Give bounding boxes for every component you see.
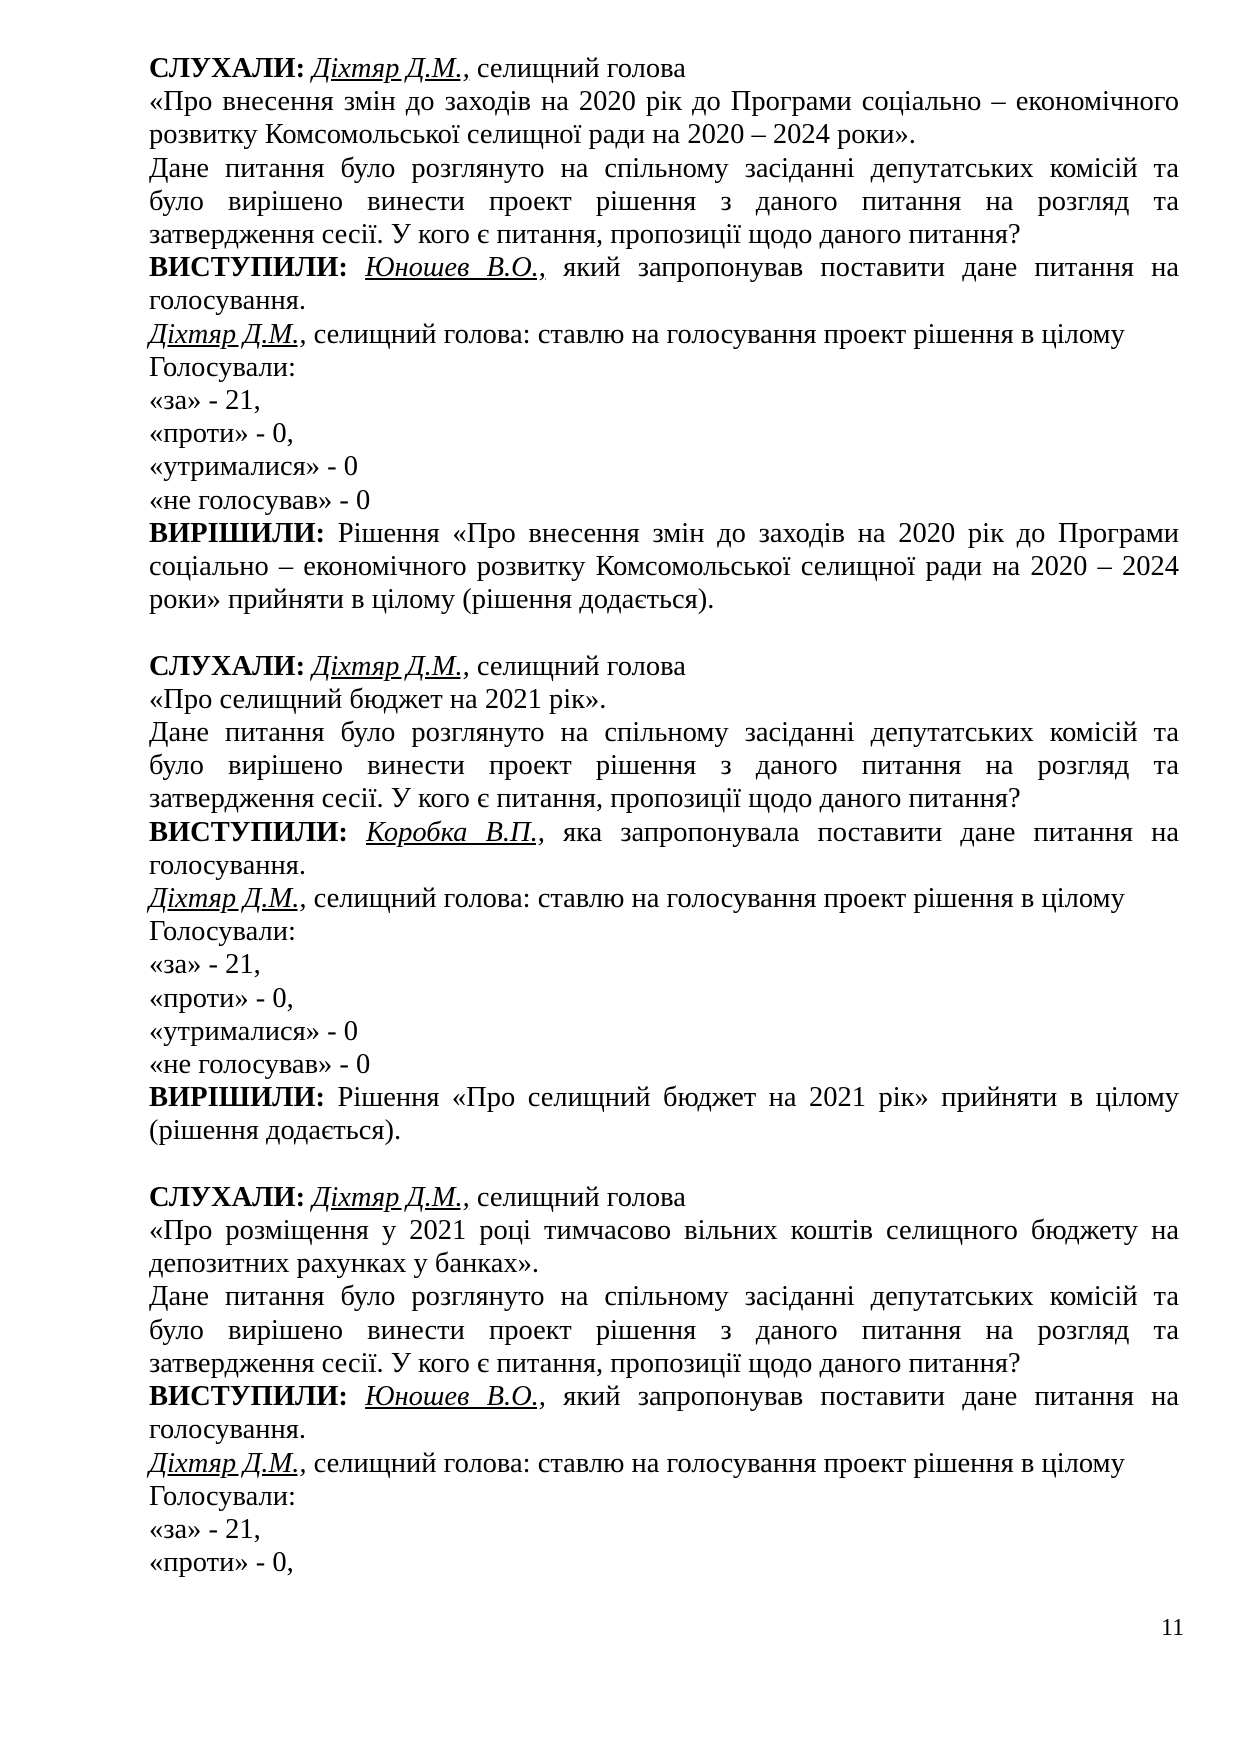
- speakers-label: ВИСТУПИЛИ:: [149, 1381, 348, 1413]
- votes-heading: Голосували:: [149, 351, 296, 383]
- item-title-line: «Про селищний бюджет на 2021 рік».: [149, 683, 607, 715]
- speaker-text: який запропонував поставити дане питання на: [563, 252, 1180, 284]
- speakers-line-cont: голосування.: [149, 849, 307, 881]
- chair-text: селищний голова: ставлю на голосування проект рішення в цілому: [313, 883, 1125, 915]
- decided-label: ВИРІШИЛИ:: [149, 1082, 326, 1114]
- speaker-text: яка запропонувала поставити дане питання на: [562, 816, 1179, 848]
- chair-line: [149, 882, 1179, 915]
- chair-line: [149, 1447, 1179, 1480]
- heard-label: СЛУХАЛИ:: [149, 53, 306, 84]
- item-title-line: розвитку Комсомольської селищної ради на 2020 – 2024 роки».: [149, 119, 916, 151]
- item-title-line: депозитних рахунках у банках».: [149, 1248, 539, 1280]
- discussion-line: затвердження сесії. У кого є питання, пропозиції щодо даного питання?: [149, 1347, 1021, 1379]
- chair-name: Діхтяр Д.М.,: [149, 318, 307, 350]
- discussion-line: Дане питання було розглянуто на спільному засіданні депутатських комісій та: [149, 152, 1179, 184]
- decided-line: [149, 1081, 1179, 1114]
- decided-text: Рішення «Про селищний бюджет на 2021 рік» прийняти в цілому: [337, 1082, 1179, 1114]
- agenda-item-3: [149, 1181, 1179, 1579]
- speakers-line: [149, 1380, 1179, 1413]
- item-title-line: «Про розміщення у 2021 році тимчасово вільних коштів селищного бюджету на: [149, 1215, 1179, 1247]
- speakers-label: ВИСТУПИЛИ:: [149, 816, 348, 848]
- speaker-role: селищний голова: [476, 650, 686, 682]
- chair-name: Діхтяр Д.М.,: [149, 1447, 307, 1479]
- discussion-line: затвердження сесії. У кого є питання, пропозиції щодо даного питання?: [149, 783, 1021, 815]
- decided-line: соціально – економічного розвитку Комсомольської селищної ради на 2020 – 2024: [149, 551, 1179, 583]
- vote-for: «за» - 21,: [149, 1513, 261, 1545]
- speaker-name: Діхтяр Д.М.,: [312, 1181, 470, 1213]
- speaker-role: селищний голова: [476, 1181, 686, 1213]
- speakers-label: ВИСТУПИЛИ:: [149, 252, 348, 284]
- speakers-line-cont: голосування.: [149, 1414, 307, 1446]
- speaker-name: Юношев В.О.,: [365, 1381, 546, 1413]
- discussion-line: Дане питання було розглянуто на спільному засіданні депутатських комісій та: [149, 1281, 1179, 1313]
- vote-against: «проти» - 0,: [149, 418, 294, 450]
- decided-label: ВИРІШИЛИ:: [149, 517, 326, 549]
- heard-line: [149, 52, 1179, 85]
- chair-text: селищний голова: ставлю на голосування проект рішення в цілому: [313, 318, 1125, 350]
- discussion-line: було вирішено винести проект рішення з даного питання на розгляд та: [149, 750, 1179, 782]
- vote-not-voted: «не голосував» - 0: [149, 484, 371, 516]
- heard-line: [149, 650, 1179, 683]
- agenda-item-2: [149, 650, 1179, 1148]
- section-gap: [149, 616, 1179, 649]
- speakers-line: [149, 251, 1179, 284]
- vote-abstained: «утрималися» - 0: [149, 1015, 359, 1047]
- decided-text: Рішення «Про внесення змін до заходів на 2020 рік до Програми: [337, 517, 1180, 549]
- heard-line: [149, 1181, 1179, 1214]
- chair-line: [149, 318, 1179, 351]
- decided-line: (рішення додається).: [149, 1115, 402, 1147]
- vote-abstained: «утрималися» - 0: [149, 451, 359, 483]
- speaker-name: Діхтяр Д.М.,: [312, 650, 470, 682]
- heard-label: СЛУХАЛИ:: [149, 650, 306, 682]
- item-title-line: «Про внесення змін до заходів на 2020 рік до Програми соціально – економічного: [149, 86, 1179, 118]
- speaker-role: селищний голова: [476, 53, 686, 84]
- vote-for: «за» - 21,: [149, 385, 261, 417]
- discussion-line: було вирішено винести проект рішення з даного питання на розгляд та: [149, 1314, 1179, 1346]
- speaker-name: Юношев В.О.,: [365, 252, 546, 284]
- decided-line: роки» прийняти в цілому (рішення додається).: [149, 584, 715, 616]
- agenda-item-1: [149, 52, 1179, 616]
- speakers-line-cont: голосування.: [149, 285, 307, 317]
- votes-heading: Голосували:: [149, 916, 296, 948]
- speaker-name: Коробка В.П.,: [366, 816, 545, 848]
- vote-not-voted: «не голосував» - 0: [149, 1049, 371, 1081]
- decided-line: [149, 517, 1179, 550]
- discussion-line: Дане питання було розглянуто на спільному засіданні депутатських комісій та: [149, 717, 1179, 749]
- discussion-line: було вирішено винести проект рішення з даного питання на розгляд та: [149, 185, 1179, 217]
- section-gap: [149, 1148, 1179, 1181]
- document-page: [149, 52, 1179, 1579]
- speakers-line: [149, 816, 1179, 849]
- chair-name: Діхтяр Д.М.,: [149, 883, 307, 915]
- vote-against: «проти» - 0,: [149, 982, 294, 1014]
- discussion-line: затвердження сесії. У кого є питання, пропозиції щодо даного питання?: [149, 219, 1021, 251]
- vote-for: «за» - 21,: [149, 949, 261, 981]
- vote-against: «проти» - 0,: [149, 1547, 294, 1579]
- speaker-name: Діхтяр Д.М.,: [312, 53, 470, 84]
- chair-text: селищний голова: ставлю на голосування проект рішення в цілому: [313, 1447, 1125, 1479]
- page-number: 11: [1161, 1615, 1185, 1641]
- heard-label: СЛУХАЛИ:: [149, 1181, 306, 1213]
- votes-heading: Голосували:: [149, 1480, 296, 1512]
- speaker-text: який запропонував поставити дане питання на: [563, 1381, 1180, 1413]
